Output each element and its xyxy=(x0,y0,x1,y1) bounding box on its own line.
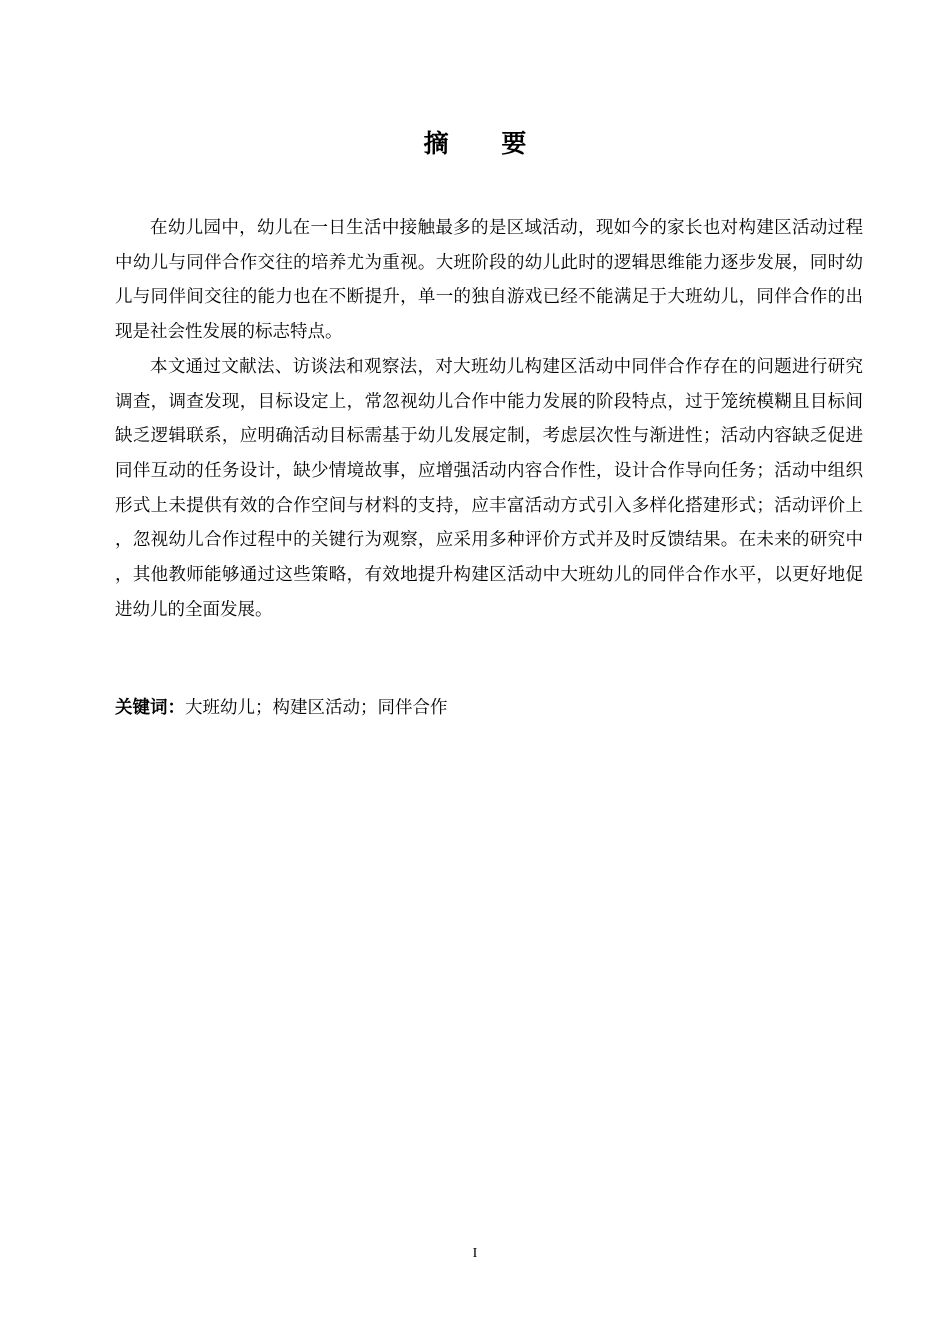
page-number: I xyxy=(472,1246,478,1261)
keywords-text: 大班幼儿；构建区活动；同伴合作 xyxy=(185,698,448,718)
abstract-paragraph-2: 本文通过文献法、访谈法和观察法，对大班幼儿构建区活动中同伴合作存在的问题进行研究调查，调查发现，目标设定上，常忽视幼儿合作中能力发展的阶段特点，过于笼统模糊且目标间缺乏逻辑联系，应明确活动目标需基于幼儿发展定制，考虑层次性与渐进性；活动内容缺乏促进同伴互动的任务设计，缺少情境故事，应增强活动内容合作性，设计合作导向任务；活动中组织形式上未提供有效的合作空间与材料的支持，应丰富活动方式引入多样化搭建形式；活动评价上，忽视幼儿合作过程中的关键行为观察，应采用多种评价方式并及时反馈结果。在未来的研究中，其他教师能够通过这些策略，有效地提升构建区活动中大班幼儿的同伴合作水平，以更好地促进幼儿的全面发展。 xyxy=(115,356,863,620)
abstract-body xyxy=(115,211,863,627)
abstract-paragraph-1: 在幼儿园中，幼儿在一日生活中接触最多的是区域活动，现如今的家长也对构建区活动过程中幼儿与同伴合作交往的培养尤为重视。大班阶段的幼儿此时的逻辑思维能力逐步发展，同时幼儿与同伴间交往的能力也在不断提升，单一的独自游戏已经不能满足于大班幼儿，同伴合作的出现是社会性发展的标志特点。 xyxy=(115,218,863,343)
abstract-title: 摘 要 xyxy=(423,129,549,158)
keywords-line xyxy=(115,693,863,723)
keywords-label: 关键词： xyxy=(115,698,185,718)
